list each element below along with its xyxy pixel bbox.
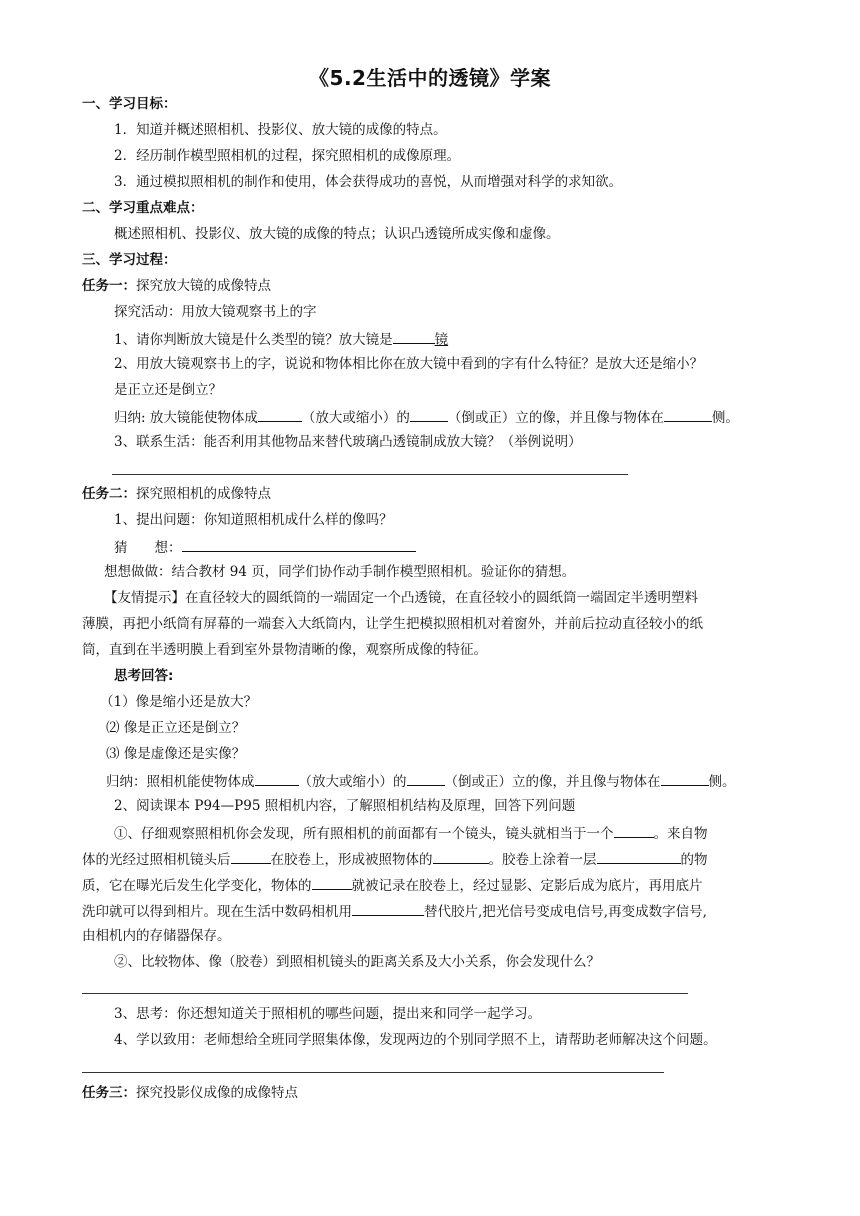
task2-label: 任务二：	[82, 486, 136, 502]
camera-paragraph	[82, 875, 703, 895]
answer-line[interactable]	[112, 474, 628, 475]
answer-blank[interactable]	[312, 875, 352, 890]
task3-heading	[82, 1084, 298, 1102]
question-item: ⑶ 像是虚像还是实像？	[106, 746, 246, 762]
summary-text: 归纳: 放大镜能使物体成	[114, 410, 258, 426]
answer-blank[interactable]	[661, 771, 709, 786]
question-item: （1）像是缩小还是放大？	[100, 694, 258, 710]
paragraph-text: 体的光经过照相机镜头后	[82, 852, 231, 868]
task1-q1-suffix: 镜	[434, 332, 449, 348]
paragraph-text: ①、仔细观察照相机你会发现，所有照相机的前面都有一个镜头，镜头就相当于一个	[114, 826, 614, 842]
task1-summary	[114, 407, 739, 427]
think-answer-heading: 思考回答:	[114, 668, 174, 684]
task2-read: 2、阅读课本 P94—P95 照相机内容，了解照相机结构及原理，回答下列问题	[114, 798, 576, 814]
answer-blank[interactable]	[614, 823, 654, 838]
task1-q1	[114, 329, 448, 349]
answer-blank[interactable]	[255, 771, 299, 786]
answer-blank[interactable]	[597, 849, 681, 864]
task1-activity: 探究活动：用放大镜观察书上的字	[114, 304, 317, 320]
task1-q2-line2: 是正立还是倒立？	[114, 382, 222, 398]
answer-blank[interactable]	[664, 407, 712, 422]
paragraph-text: 。来自物	[653, 826, 708, 842]
objective-item: 1．知道并概述照相机、投影仪、放大镜的成像的特点。	[114, 122, 447, 138]
section-heading-objectives: 一、学习目标：	[82, 96, 177, 112]
document-title: 《5.2生活中的透镜》学案	[309, 66, 551, 90]
answer-blank[interactable]	[393, 329, 435, 344]
answer-blank[interactable]	[407, 771, 445, 786]
section-heading-process: 三、学习过程：	[82, 252, 177, 268]
paragraph-text: 在胶卷上，形成被照物体的	[270, 852, 433, 868]
guess-label: 猜 想：	[114, 540, 182, 556]
task2-heading	[82, 485, 271, 503]
summary-text: 侧。	[711, 410, 739, 426]
summary-text: （放大或缩小）的	[301, 410, 410, 426]
answer-blank[interactable]	[258, 407, 302, 422]
summary-text: （倒或正）立的像，并且像与物体在	[444, 774, 661, 790]
paragraph-text: 。胶卷上涂着一层	[488, 852, 597, 868]
paragraph-text: 替代胶片,把光信号变成电信号,再变成数字信号,	[424, 904, 707, 920]
task2-think-do: 想想做做：结合教材 94 页，同学们协作动手制作模型照相机。验证你的猜想。	[104, 564, 576, 580]
task2-compare: ②、比较物体、像（胶卷）到照相机镜头的距离关系及大小关系，你会发现什么？	[114, 954, 600, 970]
answer-line[interactable]	[82, 1072, 664, 1073]
task2-title: 探究照相机的成像特点	[136, 486, 271, 502]
guess-blank[interactable]	[182, 537, 416, 552]
summary-text: 归纳：照相机能使物体成	[106, 774, 255, 790]
answer-blank[interactable]	[352, 901, 424, 916]
section-heading-key-points: 二、学习重点难点：	[82, 200, 204, 216]
task2-guess	[114, 537, 416, 557]
objective-item: 2．经历制作模型照相机的过程，探究照相机的成像原理。	[114, 148, 461, 164]
task2-q1: 1、提出问题：你知道照相机成什么样的像吗？	[114, 512, 393, 528]
task1-q3: 3、联系生活：能否利用其他物品来替代玻璃凸透镜制成放大镜？（举例说明）	[114, 434, 582, 450]
objective-item: 3．通过模拟照相机的制作和使用，体会获得成功的喜悦，从而增强对科学的求知欲。	[114, 174, 623, 190]
task1-label: 任务一：	[82, 278, 136, 294]
tip-line: 【友情提示】在直径较大的圆纸筒的一端固定一个凸透镜，在直径较小的圆纸筒一端固定半透明塑料	[104, 590, 698, 606]
task3-label: 任务三：	[82, 1085, 136, 1101]
answer-blank[interactable]	[433, 849, 489, 864]
task2-q3: 3、思考：你还想知道关于照相机的哪些问题，提出来和同学一起学习。	[114, 1006, 542, 1022]
paragraph-text: 质，它在曝光后发生化学变化，物体的	[82, 878, 312, 894]
summary-text: （放大或缩小）的	[298, 774, 407, 790]
task3-title: 探究投影仪成像的成像特点	[136, 1085, 298, 1101]
camera-paragraph	[82, 901, 707, 921]
answer-blank[interactable]	[410, 407, 448, 422]
camera-paragraph: 由相机内的存储器保存。	[82, 928, 231, 944]
paragraph-text: 的物	[680, 852, 708, 868]
camera-paragraph	[82, 849, 708, 869]
task1-q1-text: 1、请你判断放大镜是什么类型的镜？放大镜是	[114, 332, 393, 348]
summary-text: 侧。	[708, 774, 736, 790]
key-points-text: 概述照相机、投影仪、放大镜的成像的特点；认识凸透镜所成实像和虚像。	[114, 226, 560, 242]
task1-title: 探究放大镜的成像特点	[136, 278, 271, 294]
paragraph-text: 就被记录在胶卷上，经过显影、定影后成为底片，再用底片	[351, 878, 703, 894]
task1-q2-line1: 2、用放大镜观察书上的字，说说和物体相比你在放大镜中看到的字有什么特征？是放大还是缩小？	[114, 356, 704, 372]
task2-summary	[106, 771, 736, 791]
answer-line[interactable]	[82, 993, 688, 994]
tip-line: 薄膜，再把小纸筒有屏幕的一端套入大纸筒内，让学生把模拟照相机对着窗外，并前后拉动直径较小的纸	[82, 616, 703, 632]
answer-blank[interactable]	[231, 849, 271, 864]
summary-text: （倒或正）立的像，并且像与物体在	[447, 410, 664, 426]
paragraph-text: 洗印就可以得到相片。现在生活中数码相机用	[82, 904, 352, 920]
tip-line: 筒，直到在半透明膜上看到室外景物清晰的像，观察所成像的特征。	[82, 642, 487, 658]
camera-paragraph	[114, 823, 708, 843]
question-item: ⑵ 像是正立还是倒立？	[106, 720, 246, 736]
task2-q4: 4、学以致用：老师想给全班同学照集体像，发现两边的个别同学照不上，请帮助老师解决这个问题。	[114, 1032, 717, 1048]
task1-heading	[82, 277, 271, 295]
